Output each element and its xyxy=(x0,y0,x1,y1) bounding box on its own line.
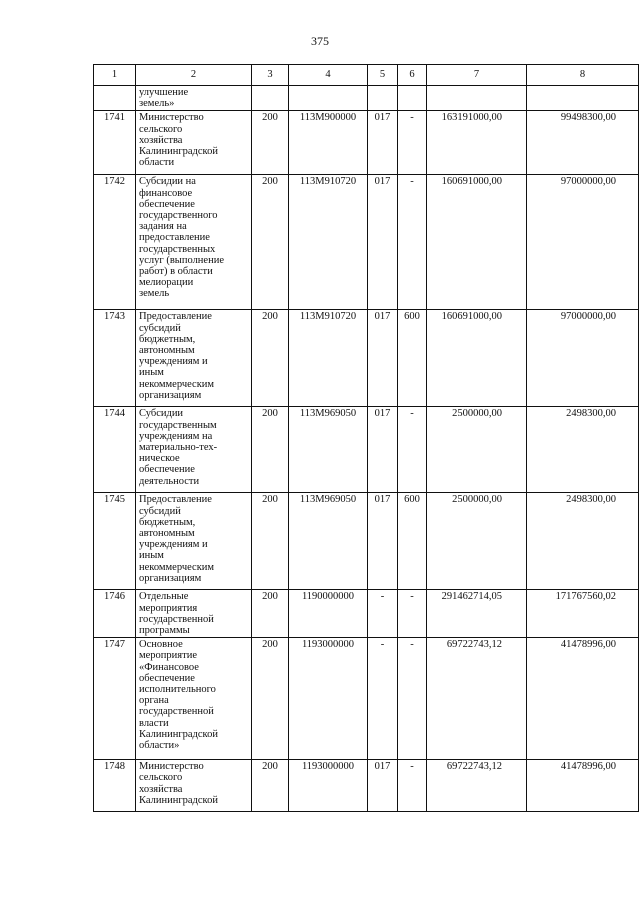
table-row xyxy=(94,407,639,493)
cell-text: 1193000000 xyxy=(301,761,355,773)
cell-text: 41478996,00 xyxy=(560,761,616,773)
expense-type-cell xyxy=(398,175,427,310)
cell-text: 97000000,00 xyxy=(560,176,616,188)
amount-column-7-cell xyxy=(427,638,527,760)
cell-text: 69722743,12 xyxy=(446,761,502,773)
cell-text: 2500000,00 xyxy=(452,494,502,506)
cell-text: - xyxy=(380,639,385,651)
code-column-5-cell xyxy=(368,638,398,760)
cell-text: 160691000,00 xyxy=(441,311,502,323)
expense-type-cell xyxy=(398,310,427,407)
target-article-cell xyxy=(289,638,368,760)
code-column-3-cell xyxy=(252,493,289,590)
target-article-cell xyxy=(289,175,368,310)
cell-text: Отдельные мероприятия государственной программы xyxy=(139,591,214,637)
target-article-cell xyxy=(289,760,368,812)
row-number-cell xyxy=(94,175,136,310)
target-article-cell xyxy=(289,493,368,590)
table-row xyxy=(94,760,639,812)
column-header: 5 xyxy=(368,65,398,86)
code-column-5-cell xyxy=(368,310,398,407)
target-article-cell xyxy=(289,111,368,175)
cell-text: 2498300,00 xyxy=(566,408,616,420)
code-column-5-cell xyxy=(368,407,398,493)
item-name-cell xyxy=(136,493,252,590)
cell-text: Субсидии на финансовое обеспечение государственного задания на предоставление государственных услуг (выполнение работ) в области мелиорации земель xyxy=(139,176,224,300)
code-column-3-cell xyxy=(252,86,289,111)
column-header: 2 xyxy=(136,65,252,86)
amount-column-7-cell xyxy=(427,493,527,590)
cell-text: - xyxy=(410,408,414,420)
amount-column-7-cell xyxy=(427,111,527,175)
item-name-cell xyxy=(136,111,252,175)
amount-column-8-cell xyxy=(527,86,639,111)
cell-text: 200 xyxy=(262,408,278,420)
cell-text: 017 xyxy=(374,112,391,124)
code-column-3-cell xyxy=(252,310,289,407)
expense-type-cell xyxy=(398,590,427,638)
expense-type-cell xyxy=(398,407,427,493)
cell-text: 1744 xyxy=(104,408,125,420)
cell-text: 200 xyxy=(262,761,278,773)
cell-text: 2498300,00 xyxy=(566,494,616,506)
expense-type-cell xyxy=(398,111,427,175)
cell-text: - xyxy=(410,591,414,603)
cell-text: 113М969050 xyxy=(299,408,357,420)
cell-text: 1193000000 xyxy=(301,639,355,651)
cell-text: 291462714,05 xyxy=(441,591,502,603)
code-column-5-cell xyxy=(368,590,398,638)
cell-text: 1741 xyxy=(104,112,125,124)
cell-text: 1747 xyxy=(104,639,125,651)
code-column-3-cell xyxy=(252,590,289,638)
cell-text: 113М910720 xyxy=(299,311,357,323)
cell-text: 200 xyxy=(262,639,278,651)
row-number-cell xyxy=(94,86,136,111)
code-column-5-cell xyxy=(368,760,398,812)
cell-text: 600 xyxy=(404,494,420,506)
target-article-cell xyxy=(289,310,368,407)
expense-type-cell xyxy=(398,638,427,760)
cell-text: 017 xyxy=(374,311,391,323)
cell-text: 97000000,00 xyxy=(560,311,616,323)
cell-text: Министерство сельского хозяйства Калининградской xyxy=(139,761,218,806)
cell-text: 69722743,12 xyxy=(446,639,502,651)
amount-column-7-cell xyxy=(427,590,527,638)
column-header: 7 xyxy=(427,65,527,86)
column-header: 6 xyxy=(398,65,427,86)
table-row xyxy=(94,111,639,175)
column-header: 3 xyxy=(252,65,289,86)
row-number-cell xyxy=(94,493,136,590)
column-header: 8 xyxy=(527,65,639,86)
code-column-3-cell xyxy=(252,760,289,812)
cell-text: 200 xyxy=(262,311,278,323)
code-column-3-cell xyxy=(252,175,289,310)
amount-column-7-cell xyxy=(427,407,527,493)
amount-column-8-cell xyxy=(527,493,639,590)
cell-text: 017 xyxy=(374,408,391,420)
code-column-5-cell xyxy=(368,86,398,111)
cell-text: Предоставление субсидий бюджетным, автономным учреждениям и иным некоммерческим организациям xyxy=(139,494,215,584)
row-number-cell xyxy=(94,407,136,493)
cell-text: 1748 xyxy=(104,761,125,773)
amount-column-8-cell xyxy=(527,111,639,175)
code-column-3-cell xyxy=(252,111,289,175)
amount-column-8-cell xyxy=(527,175,639,310)
item-name-cell xyxy=(136,407,252,493)
amount-column-8-cell xyxy=(527,638,639,760)
expense-type-cell xyxy=(398,493,427,590)
item-name-cell xyxy=(136,760,252,812)
item-name-cell xyxy=(136,590,252,638)
cell-text: 99498300,00 xyxy=(560,112,616,124)
cell-text: 200 xyxy=(262,112,278,124)
column-header: 4 xyxy=(289,65,368,86)
row-number-cell xyxy=(94,590,136,638)
row-number-cell xyxy=(94,111,136,175)
cell-text: - xyxy=(410,761,414,773)
code-column-5-cell xyxy=(368,111,398,175)
table-row xyxy=(94,638,639,760)
budget-table xyxy=(93,64,639,812)
cell-text: 1745 xyxy=(104,494,125,506)
cell-text: 113М969050 xyxy=(299,494,357,506)
cell-text: 1746 xyxy=(104,591,125,603)
row-number-cell xyxy=(94,310,136,407)
cell-text: Основное мероприятие «Финансовое обеспечение исполнительного органа государственной власти Калининградской области» xyxy=(139,639,218,752)
amount-column-7-cell xyxy=(427,175,527,310)
cell-text: 600 xyxy=(404,311,420,323)
cell-text: 1743 xyxy=(104,311,125,323)
expense-type-cell xyxy=(398,760,427,812)
cell-text: 171767560,02 xyxy=(555,591,616,603)
cell-text: 200 xyxy=(262,591,278,603)
target-article-cell xyxy=(289,590,368,638)
cell-text: Министерство сельского хозяйства Калининградской области xyxy=(139,112,218,169)
item-name-cell xyxy=(136,310,252,407)
cell-text: 163191000,00 xyxy=(441,112,502,124)
cell-text: Предоставление субсидий бюджетным, автономным учреждениям и иным некоммерческим организациям xyxy=(139,311,215,401)
cell-text: 200 xyxy=(262,494,278,506)
cell-text: 113М910720 xyxy=(299,176,357,188)
cell-text: 017 xyxy=(374,761,391,773)
amount-column-7-cell xyxy=(427,310,527,407)
target-article-cell xyxy=(289,86,368,111)
cell-text: 113М900000 xyxy=(299,112,357,124)
cell-text: 017 xyxy=(374,176,391,188)
table-row xyxy=(94,310,639,407)
cell-text: 017 xyxy=(374,494,391,506)
cell-text: 1190000000 xyxy=(301,591,355,603)
item-name-cell xyxy=(136,86,252,111)
cell-text: Субсидии государственным учреждениям на материально-тех- ническое обеспечение деятельности xyxy=(139,408,218,487)
cell-text: - xyxy=(410,176,414,188)
expense-type-cell xyxy=(398,86,427,111)
amount-column-7-cell xyxy=(427,760,527,812)
page-number: 375 xyxy=(311,34,329,48)
cell-text: 1742 xyxy=(104,176,125,188)
target-article-cell xyxy=(289,407,368,493)
code-column-5-cell xyxy=(368,175,398,310)
table-header-row xyxy=(94,65,639,86)
column-header: 1 xyxy=(94,65,136,86)
code-column-5-cell xyxy=(368,493,398,590)
cell-text: 41478996,00 xyxy=(560,639,616,651)
cell-text: - xyxy=(410,112,414,124)
cell-text: 200 xyxy=(262,176,278,188)
amount-column-8-cell xyxy=(527,407,639,493)
row-number-cell xyxy=(94,760,136,812)
table-row xyxy=(94,590,639,638)
item-name-cell xyxy=(136,638,252,760)
amount-column-8-cell xyxy=(527,590,639,638)
table-row xyxy=(94,175,639,310)
amount-column-8-cell xyxy=(527,760,639,812)
code-column-3-cell xyxy=(252,638,289,760)
table-row xyxy=(94,86,639,111)
code-column-3-cell xyxy=(252,407,289,493)
amount-column-7-cell xyxy=(427,86,527,111)
cell-text: - xyxy=(410,639,414,651)
item-name-cell xyxy=(136,175,252,310)
cell-text: - xyxy=(380,591,385,603)
cell-text: 2500000,00 xyxy=(452,408,502,420)
amount-column-8-cell xyxy=(527,310,639,407)
cell-text: улучшение земель» xyxy=(139,87,189,110)
table-row xyxy=(94,493,639,590)
cell-text: 160691000,00 xyxy=(441,176,502,188)
row-number-cell xyxy=(94,638,136,760)
